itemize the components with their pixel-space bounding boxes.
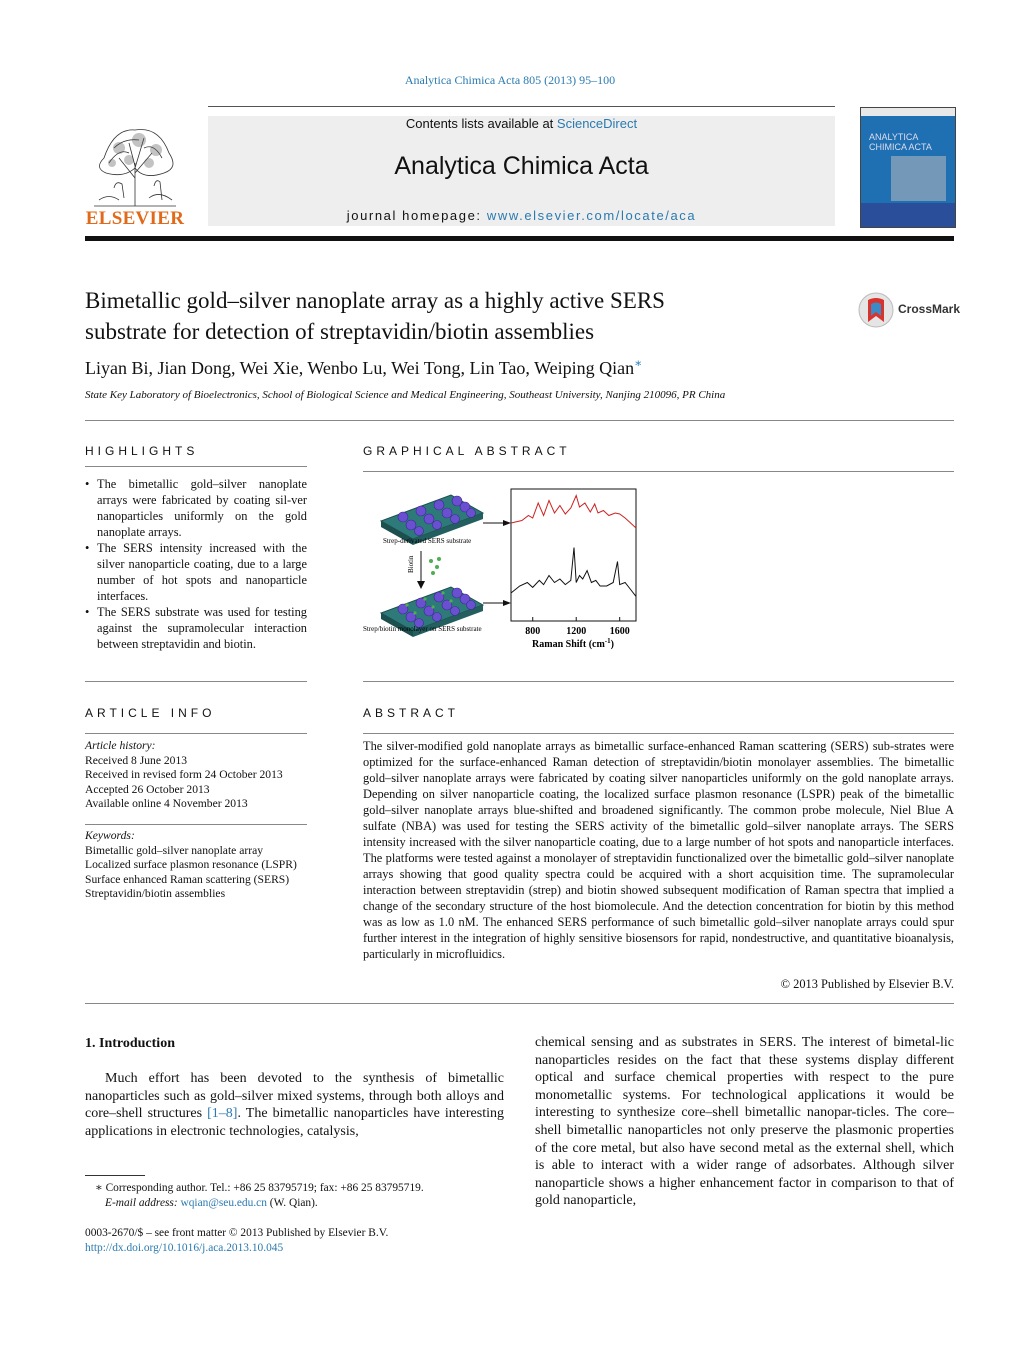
highlight-item: • The SERS substrate was used for testing against the supramolecular interaction between streptavidin and biotin. xyxy=(85,604,307,652)
x-tick-label: 1600 xyxy=(609,626,630,637)
journal-homepage xyxy=(208,208,835,223)
article-info-rule xyxy=(85,733,307,734)
highlights-bottom-rule xyxy=(85,681,307,682)
footnote-rule xyxy=(85,1175,145,1176)
x-axis-label-sup: -1 xyxy=(604,637,611,645)
body-left-column xyxy=(85,1070,504,1140)
body-right-column: chemical sensing and as substrates in SERS. The interest of bimetal-lic nanoparticles resides on the fact that these systems display different optical and surface chemical properties with respect to the pure monometallic systems. For technological applications it would be interesting to synthesize core–shell bimetallic nanopar-ticles. The core–shell bimetallic nanoparticles not only preserve the plasmonic properties of the core metal, but also have second metal as the external shell, which is able to interact with a wider range of adsorbates. Although silver nanoparticle shows a higher enhancement factor in comparison to that of gold nanoparticle, xyxy=(535,1035,954,1209)
ga-arrowhead-down xyxy=(417,581,425,589)
keyword-item: Bimetallic gold–silver nanoplate array xyxy=(85,843,264,857)
graphical-abstract-heading: GRAPHICAL ABSTRACT xyxy=(363,444,571,458)
email-suffix: (W. Qian). xyxy=(266,1196,318,1209)
reference-link[interactable]: [1–8] xyxy=(207,1106,238,1122)
author-list xyxy=(85,356,885,379)
x-axis-label xyxy=(532,637,614,650)
spectrum-line xyxy=(511,548,636,597)
article-history xyxy=(85,739,307,812)
history-label: Article history: xyxy=(85,739,156,752)
x-axis-label-text: Raman Shift (cm xyxy=(532,639,605,650)
crossmark-badge[interactable] xyxy=(858,292,961,328)
section-heading-introduction: 1. Introduction xyxy=(85,1036,175,1051)
abstract-text: The silver-modified gold nanoplate arrays as bimetallic surface-enhanced Raman scattering (SERS) sub-strates were optimized for the surface-enhanced Raman detection of streptavidin/biotin monolayer assemblies. The bimetallic gold–silver nanoplate arrays were fabricated by coating silver nanoparticles uniformly on the gold nanoplate arrays. Depending on silver nanoparticle coating, the localized surface plasmon resonance (LSPR) peak of the bimetallic gold–silver nanoplate arrays blue-shifted and broadened significantly. The common probe molecule, Niel Blue A sulfate (NBA) was used for testing the SERS activity of the bimetallic gold–silver nanoplate arrays. The SERS intensity increased with the silver nanoparticle coating, due to a large number of hot spots and nanoparticle interfaces. The platforms were tested against a monolayer of streptavidin functionalized over the bimetallic gold–silver nanoplate arrays showing that good quality spectra could be acquired with a short acquisition time. The supramolecular interaction between streptavidin (strep) and biotin showed subsequent modification of Raman spectra that implied a change of the secondary structure of the host biomolecule. And the detection concentration for biotin by this method was as low as 1.0 nM. The enhanced SERS performance of such bimetallic gold–silver nanoplate arrays could spur further interest in the integration of highly sensitive biosensors for rapid, nondestructive, and quantitative bioanalysis, particularly in microfluidics. xyxy=(363,739,954,961)
elsevier-wordmark: ELSEVIER xyxy=(85,208,185,229)
affiliation-rule xyxy=(85,420,954,421)
masthead-rule xyxy=(85,236,954,241)
biotin-molecules-illustration xyxy=(429,557,441,575)
spectrum-line xyxy=(511,496,636,529)
affiliation: State Key Laboratory of Bioelectronics, School of Biological Science and Medical Engineering, Southeast University, Nanjing 210096, PR China xyxy=(85,389,726,401)
ga-label-biotin: Biotin xyxy=(407,555,415,573)
ga-arrowhead-right-top xyxy=(503,520,511,526)
ga-label-top: Strep-derivated SERS substrate xyxy=(383,537,472,545)
keywords-block xyxy=(85,829,307,902)
authors-text: Liyan Bi, Jian Dong, Wei Xie, Wenbo Lu, Wei Tong, Lin Tao, Weiping Qian xyxy=(85,358,635,378)
issn-line: 0003-2670/$ – see front matter © 2013 Published by Elsevier B.V. xyxy=(85,1227,389,1239)
cover-title-line1: ANALYTICA xyxy=(869,132,919,142)
keywords-label: Keywords: xyxy=(85,829,135,842)
history-item: Received 8 June 2013 xyxy=(85,753,188,767)
history-item: Received in revised form 24 October 2013 xyxy=(85,768,283,781)
abstract-copyright: © 2013 Published by Elsevier B.V. xyxy=(780,977,954,991)
article-title xyxy=(85,285,825,347)
highlight-item: • The SERS intensity increased with the silver nanoparticle coating, due to a large number of hot spots and nanoparticle interfaces. xyxy=(85,540,307,604)
contents-line xyxy=(208,116,835,131)
history-item: Available online 4 November 2013 xyxy=(85,797,248,810)
x-tick-label: 800 xyxy=(525,626,541,637)
corresponding-author-mark[interactable]: ∗ xyxy=(634,356,643,370)
keyword-item: Streptavidin/biotin assemblies xyxy=(85,887,226,900)
homepage-link[interactable]: www.elsevier.com/locate/aca xyxy=(486,208,697,223)
ga-label-bottom: Strep/biotin monolayer on SERS substrate xyxy=(363,625,482,633)
graphical-abstract-svg xyxy=(363,485,663,655)
crossmark-label: CrossMark xyxy=(898,302,961,316)
contents-prefix: Contents lists available at xyxy=(405,116,557,131)
intro-text-part2: . The bimetallic nanoparticles have interesting applications in electronic technologies, catalysis, xyxy=(85,1106,504,1139)
keyword-item: Surface enhanced Raman scattering (SERS) xyxy=(85,872,290,886)
corresponding-author-footnote xyxy=(85,1181,424,1210)
article-info-heading: ARTICLE INFO xyxy=(85,706,216,720)
graphical-abstract-rule xyxy=(363,471,954,472)
graphical-abstract-bottom-rule xyxy=(363,681,954,682)
abstract-heading: ABSTRACT xyxy=(363,706,460,720)
header-rule xyxy=(208,106,835,107)
title-line-2: substrate for detection of streptavidin/biotin assemblies xyxy=(85,319,595,344)
spectrum-plot-marks xyxy=(511,496,636,622)
email-label: E-mail address: xyxy=(105,1196,181,1209)
email-line xyxy=(95,1196,424,1211)
highlights-list xyxy=(85,476,307,652)
x-axis-label-end: ) xyxy=(610,639,614,650)
cover-title-line2: CHIMICA ACTA xyxy=(869,142,932,152)
highlights-rule xyxy=(85,466,307,467)
doi-link[interactable]: http://dx.doi.org/10.1016/j.aca.2013.10.045 xyxy=(85,1242,284,1254)
graphical-abstract-figure[interactable] xyxy=(363,485,663,655)
x-tick-label: 1200 xyxy=(566,626,587,637)
highlights-heading: HIGHLIGHTS xyxy=(85,444,199,458)
journal-citation[interactable]: Analytica Chimica Acta 805 (2013) 95–100 xyxy=(404,73,616,87)
sciencedirect-link[interactable]: ScienceDirect xyxy=(556,116,638,131)
keywords-rule xyxy=(85,824,307,825)
journal-title: Analytica Chimica Acta xyxy=(394,152,649,180)
crossmark-icon xyxy=(858,292,894,328)
journal-cover-thumbnail[interactable] xyxy=(860,107,956,228)
keyword-item: Localized surface plasmon resonance (LSPR) xyxy=(85,858,297,871)
abstract-bottom-rule xyxy=(85,1003,954,1004)
ga-arrowhead-right-bottom xyxy=(503,600,511,606)
history-item: Accepted 26 October 2013 xyxy=(85,782,210,796)
homepage-prefix: journal homepage: xyxy=(346,208,487,223)
email-link[interactable]: wqian@seu.edu.cn xyxy=(180,1196,267,1209)
intro-text-part1: Much effort has been devoted to the synthesis of bimetallic nanoparticles such as gold–silver mixed systems, through both alloys and core–shell structures xyxy=(85,1071,504,1122)
title-line-1: Bimetallic gold–silver nanoplate array as a highly active SERS xyxy=(85,288,665,313)
abstract-rule xyxy=(363,733,954,734)
corresponding-author-text: ∗ Corresponding author. Tel.: +86 25 83795719; fax: +86 25 83795719. xyxy=(95,1182,424,1194)
highlight-item: • The bimetallic gold–silver nanoplate arrays were fabricated by coating sil-ver nanoparticles uniformly on the gold nanoplate arrays. xyxy=(85,476,307,540)
